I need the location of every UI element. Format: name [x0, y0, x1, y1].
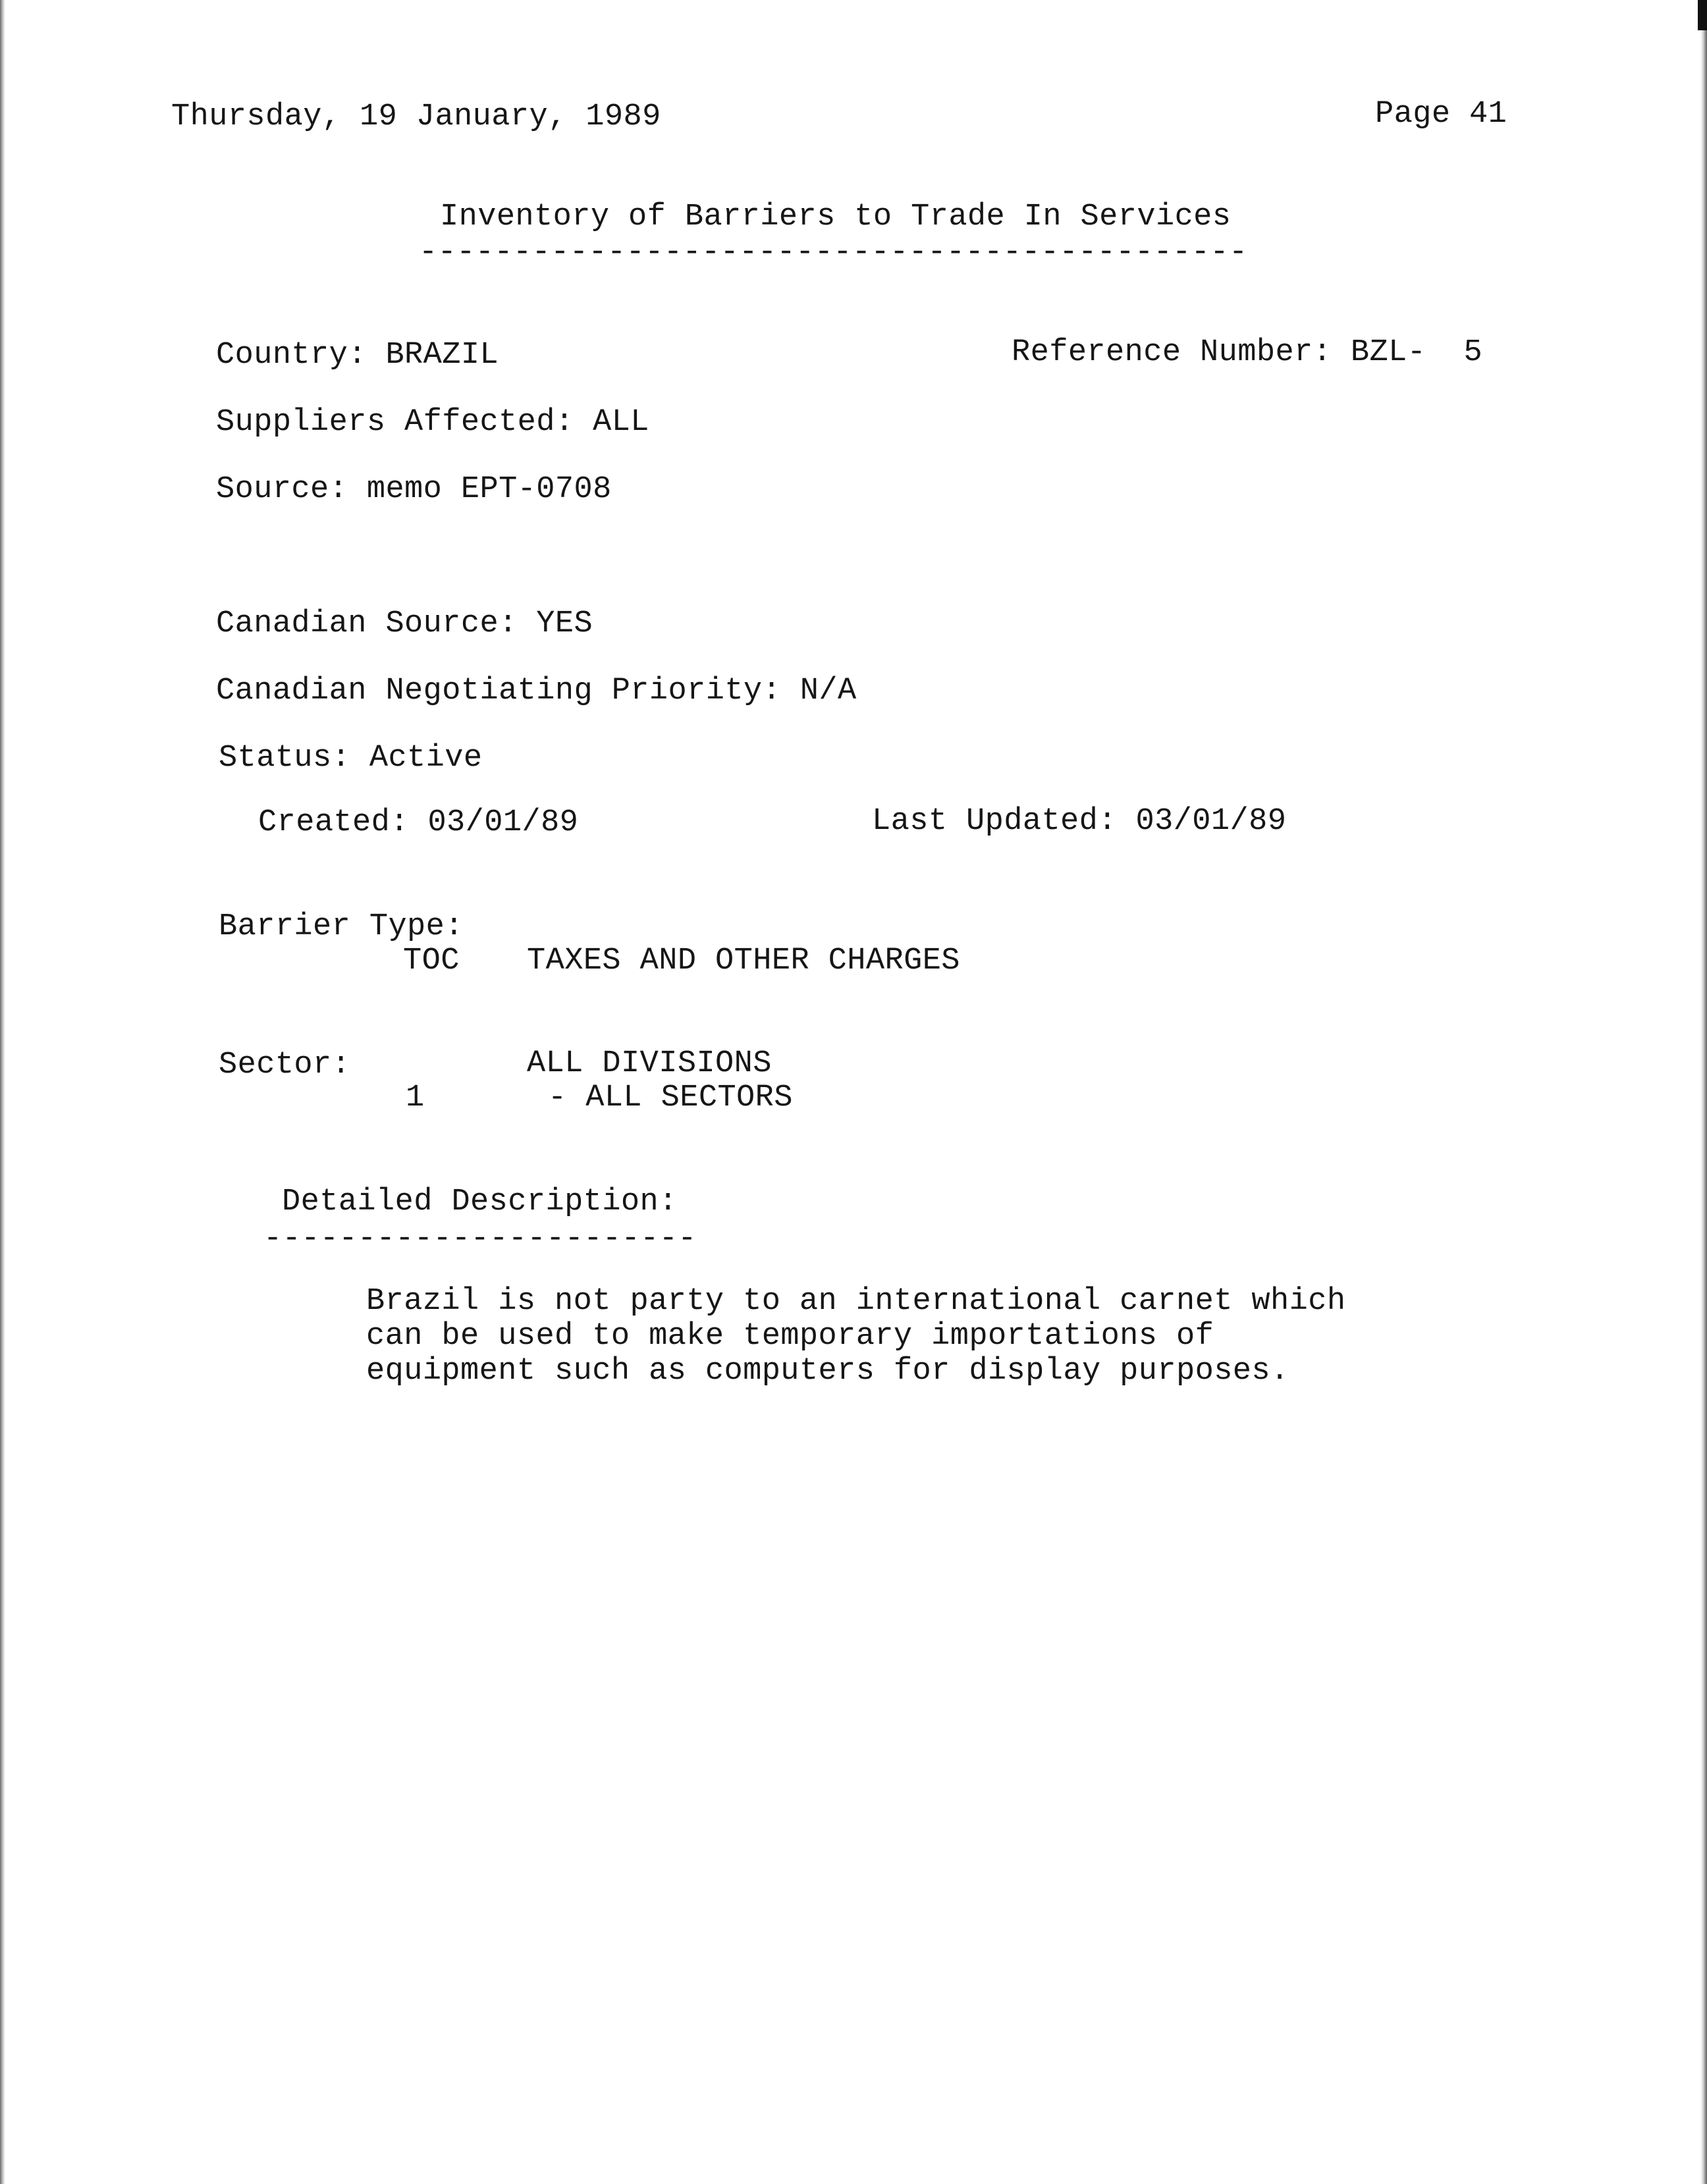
last-updated-field: Last Updated: 03/01/89 — [872, 804, 1287, 839]
description-line: equipment such as computers for display purposes. — [366, 1354, 1289, 1389]
description-line: can be used to make temporary importations of — [366, 1319, 1214, 1354]
canadian-source-field: Canadian Source: YES — [216, 606, 593, 641]
scan-edge-left — [0, 0, 5, 2184]
barrier-type-code: TOC — [403, 944, 460, 978]
suppliers-affected-field: Suppliers Affected: ALL — [216, 405, 649, 440]
document-title: Inventory of Barriers to Trade In Services — [440, 200, 1232, 234]
title-underline: -------------------------------------------- — [419, 235, 1248, 270]
scan-corner-mark — [1698, 0, 1707, 30]
created-field: Created: 03/01/89 — [258, 805, 579, 840]
description-line: Brazil is not party to an international carnet which — [366, 1284, 1346, 1319]
detailed-description-heading: Detailed Description: — [282, 1185, 678, 1219]
header-page-number: Page 41 — [1375, 97, 1507, 132]
sector-division: ALL DIVISIONS — [527, 1046, 772, 1081]
detailed-description-underline: ----------------------- — [263, 1221, 697, 1256]
source-field: Source: memo EPT-0708 — [216, 472, 612, 507]
header-date: Thursday, 19 January, 1989 — [171, 99, 661, 134]
country-field: Country: BRAZIL — [216, 338, 499, 373]
status-field: Status: Active — [219, 741, 483, 776]
detailed-description-body — [366, 1284, 1486, 1389]
barrier-type-description: TAXES AND OTHER CHARGES — [527, 944, 960, 978]
canadian-priority-field: Canadian Negotiating Priority: N/A — [216, 674, 857, 708]
scan-edge-right — [1700, 0, 1707, 2184]
sector-name: - ALL SECTORS — [548, 1080, 793, 1115]
barrier-type-label: Barrier Type: — [219, 909, 464, 944]
sector-number: 1 — [406, 1080, 425, 1115]
reference-number-field: Reference Number: BZL- 5 — [1012, 335, 1483, 370]
sector-label: Sector: — [219, 1048, 351, 1082]
